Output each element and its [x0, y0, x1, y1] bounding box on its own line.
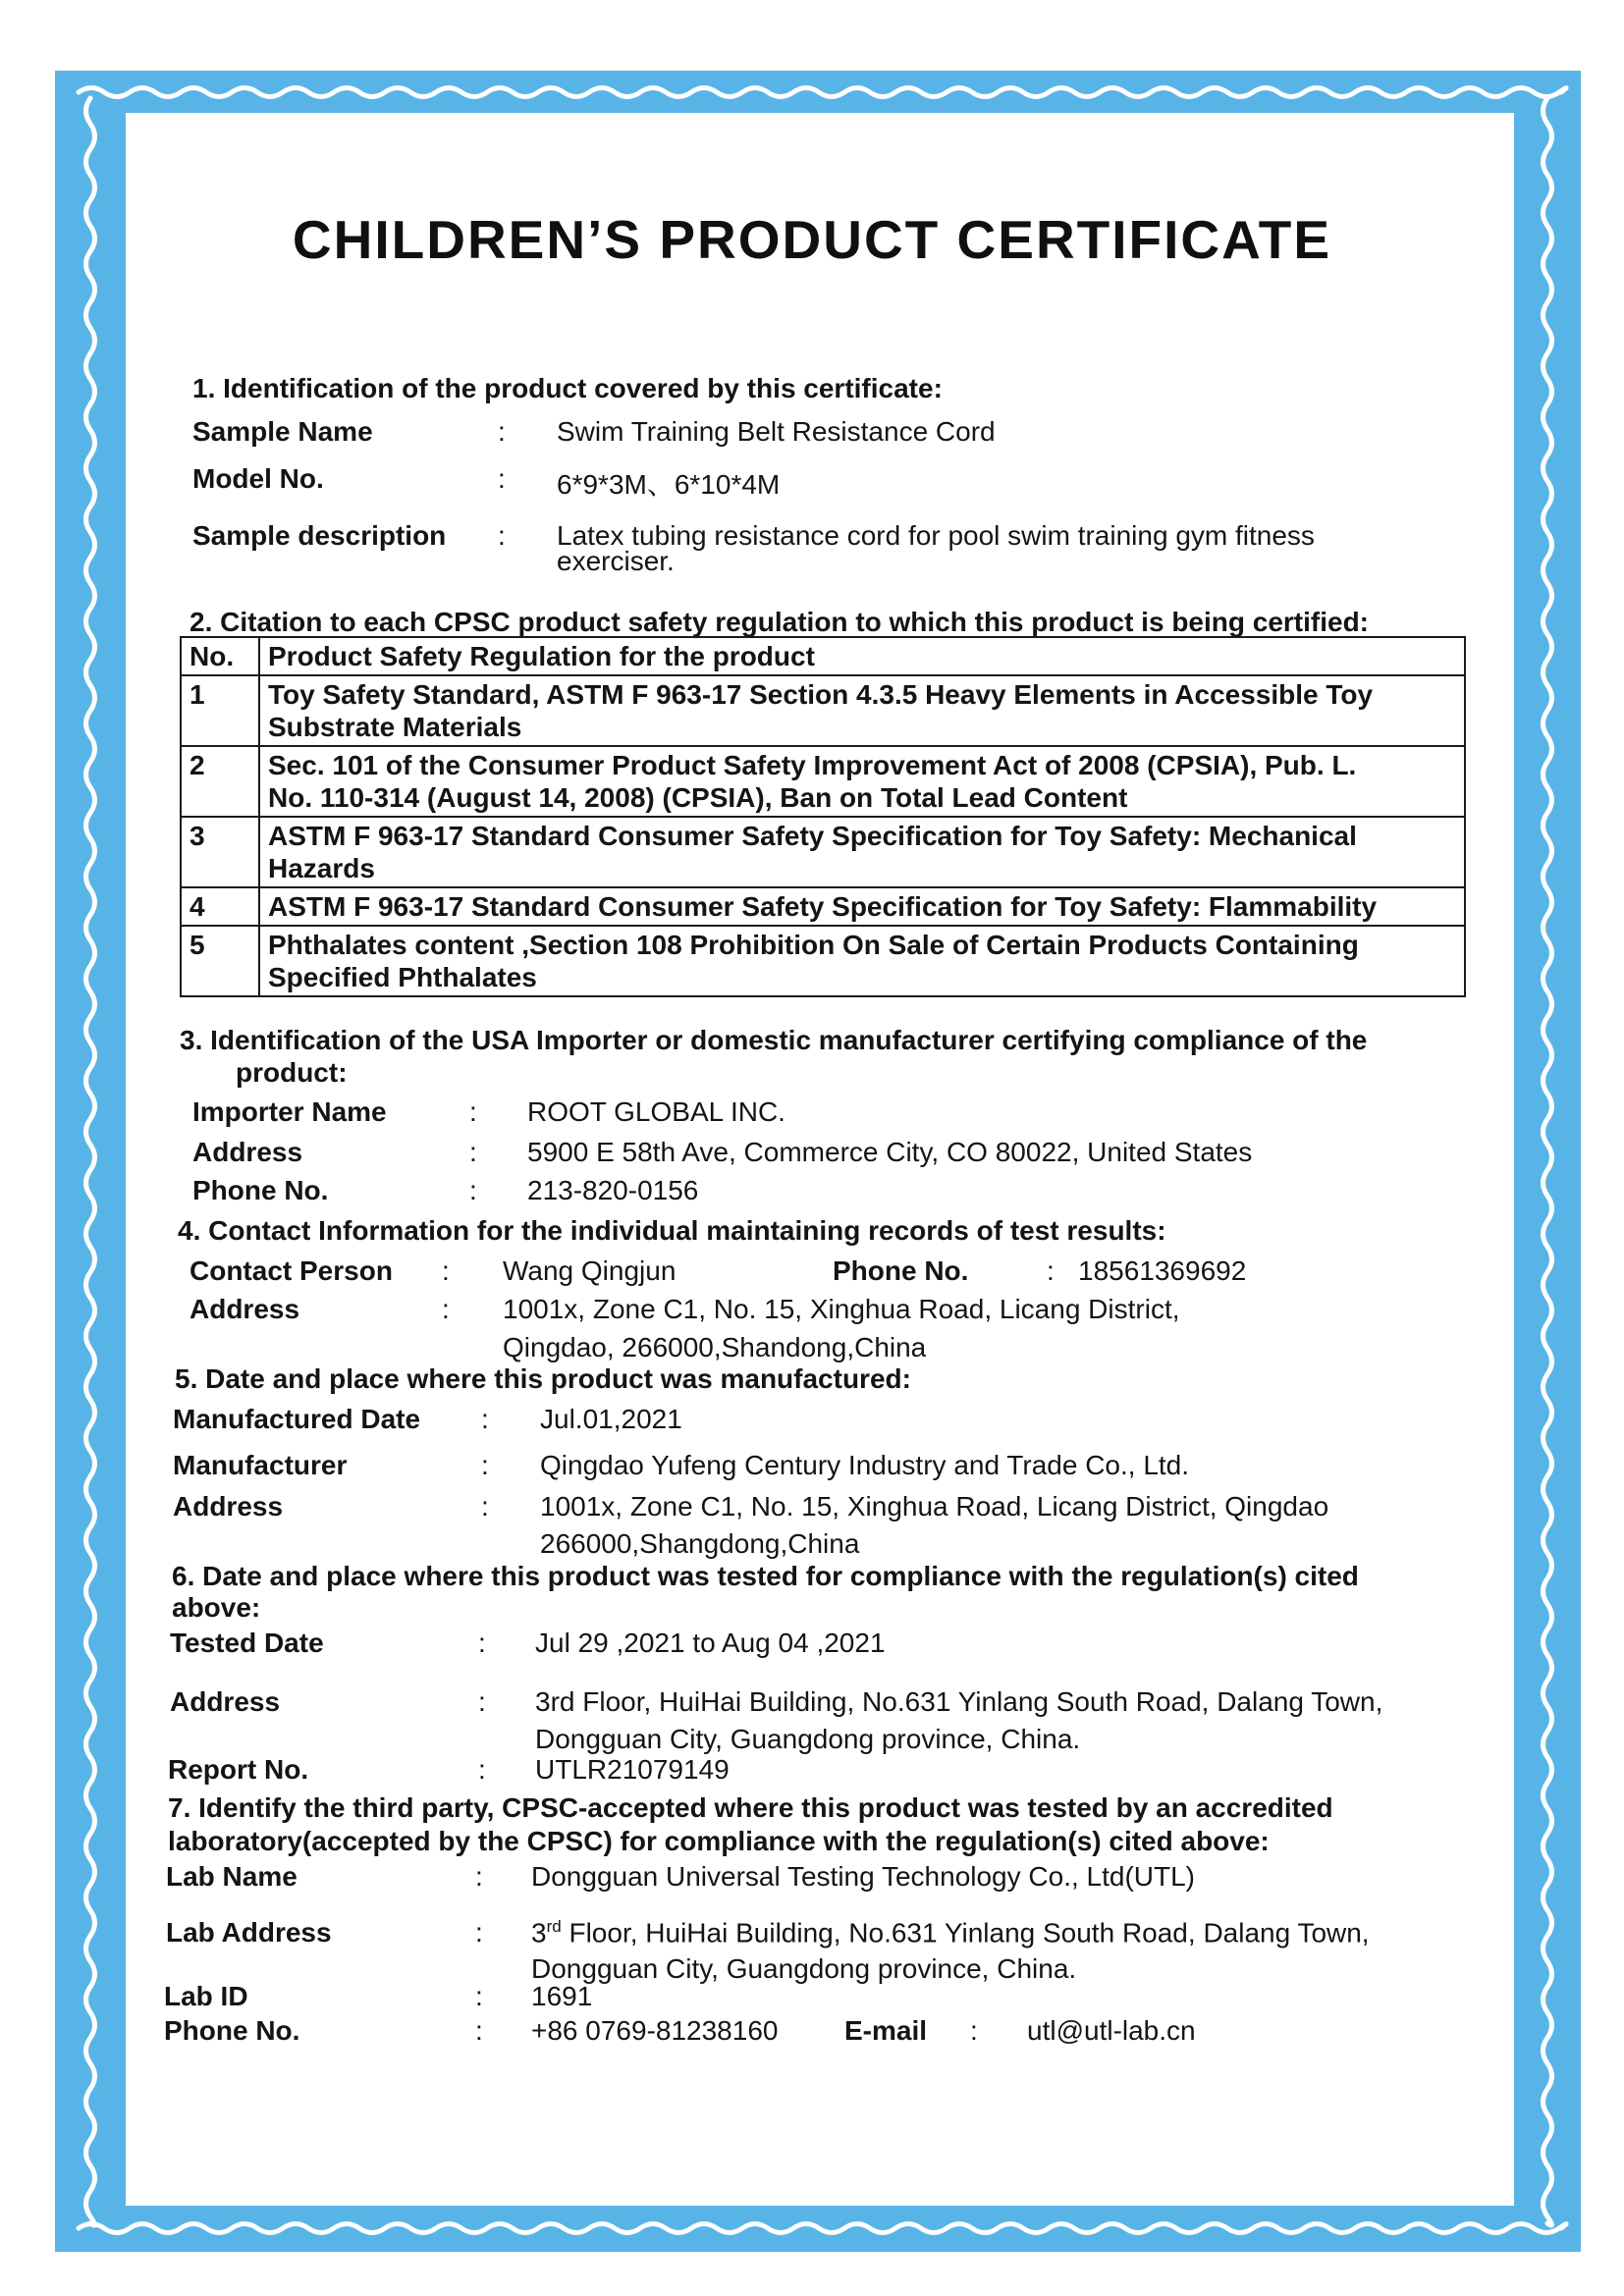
lab-address-line2: Dongguan City, Guangdong province, China. [531, 1953, 1077, 1984]
sample-description-label: Sample description [192, 520, 447, 551]
colon: : [442, 1255, 450, 1286]
regulation-line: Specified Phthalates [268, 962, 537, 992]
row-number: 3 [181, 817, 259, 887]
colon: : [481, 1404, 489, 1434]
manufacturer-address-line1: 1001x, Zone C1, No. 15, Xinghua Road, Licang District, Qingdao [540, 1491, 1329, 1522]
colon: : [478, 1686, 486, 1717]
test-address-label: Address [170, 1686, 281, 1717]
section-5-heading: 5. Date and place where this product was manufactured: [175, 1363, 911, 1394]
colon: : [469, 1137, 477, 1167]
lab-phone-label: Phone No. [164, 2015, 300, 2046]
colon: : [475, 1861, 483, 1892]
importer-phone-value: 213-820-0156 [527, 1175, 699, 1205]
table-row [181, 926, 1465, 996]
colon: : [1047, 1255, 1055, 1286]
table-row [181, 746, 1465, 817]
report-no-value: UTLR21079149 [535, 1754, 730, 1785]
importer-name-value: ROOT GLOBAL INC. [527, 1096, 785, 1127]
colon: : [469, 1175, 477, 1205]
section-7-heading-line2: laboratory(accepted by the CPSC) for compliance with the regulation(s) cited above: [168, 1826, 1270, 1856]
contact-phone-label: Phone No. [833, 1255, 969, 1286]
section-6-heading-line2: above: [172, 1592, 261, 1623]
manufactured-date-value: Jul.01,2021 [540, 1404, 682, 1434]
section-3-heading-line1: 3. Identification of the USA Importer or domestic manufacturer certifying compliance of the [180, 1025, 1368, 1055]
colon: : [442, 1294, 450, 1324]
importer-name-label: Importer Name [192, 1096, 387, 1127]
lab-phone-value: +86 0769-81238160 [531, 2015, 779, 2046]
importer-address-value: 5900 E 58th Ave, Commerce City, CO 80022, United States [527, 1137, 1253, 1167]
tested-date-value: Jul 29 ,2021 to Aug 04 ,2021 [535, 1628, 886, 1658]
regulation-line: Substrate Materials [268, 712, 522, 742]
table-row [181, 817, 1465, 887]
importer-address-label: Address [192, 1137, 303, 1167]
regulation-line: Hazards [268, 853, 375, 883]
table-header-row [181, 637, 1465, 675]
section-3-heading-line2: product: [236, 1057, 348, 1088]
model-value: 6*9*3M、6*10*4M [557, 469, 781, 500]
regulation-line: Phthalates content ,Section 108 Prohibition On Sale of Certain Products Containing [268, 930, 1359, 960]
contact-address-label: Address [189, 1294, 300, 1324]
tested-date-label: Tested Date [170, 1628, 324, 1658]
colon: : [475, 1917, 483, 1948]
regulation-line: No. 110-314 (August 14, 2008) (CPSIA), Ban on Total Lead Content [268, 782, 1128, 813]
manufacturer-address-label: Address [173, 1491, 284, 1522]
lab-name-label: Lab Name [166, 1861, 298, 1892]
colon: : [970, 2015, 978, 2046]
sample-name-value: Swim Training Belt Resistance Cord [557, 416, 996, 447]
table-row [181, 887, 1465, 926]
manufactured-date-label: Manufactured Date [173, 1404, 421, 1434]
row-number: 4 [181, 887, 259, 926]
lab-name-value: Dongguan Universal Testing Technology Co., Ltd(UTL) [531, 1861, 1196, 1892]
colon: : [481, 1450, 489, 1480]
contact-address-line2: Qingdao, 266000,Shandong,China [503, 1332, 927, 1362]
colon: : [481, 1491, 489, 1522]
section-6-heading-line1: 6. Date and place where this product was tested for compliance with the regulation(s) cited [172, 1561, 1359, 1591]
lab-id-label: Lab ID [164, 1981, 248, 2011]
header-regulation: Product Safety Regulation for the product [259, 637, 1465, 675]
colon: : [469, 1096, 477, 1127]
section-2-heading: 2. Citation to each CPSC product safety regulation to which this product is being certified: [189, 607, 1370, 637]
manufacturer-value: Qingdao Yufeng Century Industry and Trade Co., Ltd. [540, 1450, 1190, 1480]
row-regulation [259, 675, 1465, 746]
colon: : [498, 416, 506, 447]
model-label: Model No. [192, 463, 324, 494]
colon: : [498, 520, 506, 551]
test-address-line1: 3rd Floor, HuiHai Building, No.631 Yinlang South Road, Dalang Town, [535, 1686, 1383, 1717]
colon: : [478, 1628, 486, 1658]
contact-phone-value: 18561369692 [1078, 1255, 1247, 1286]
colon: : [475, 1981, 483, 2011]
section-1-heading: 1. Identification of the product covered by this certificate: [192, 373, 943, 403]
row-number: 2 [181, 746, 259, 817]
row-number: 5 [181, 926, 259, 996]
sample-description-line2: exerciser. [557, 546, 675, 576]
lab-email-label: E-mail [844, 2015, 928, 2046]
table-row [181, 675, 1465, 746]
row-number: 1 [181, 675, 259, 746]
lab-address-floor-number: 3 [531, 1917, 547, 1949]
lab-address-floor-suffix: rd [546, 1917, 562, 1936]
row-regulation [259, 887, 1465, 926]
lab-address-rest: Floor, HuiHai Building, No.631 Yinlang South Road, Dalang Town, [561, 1917, 1370, 1949]
row-regulation [259, 746, 1465, 817]
importer-phone-label: Phone No. [192, 1175, 329, 1205]
regulation-line: Toy Safety Standard, ASTM F 963-17 Section 4.3.5 Heavy Elements in Accessible Toy [268, 679, 1374, 710]
lab-address-line1 [531, 1917, 1370, 1949]
contact-person-label: Contact Person [189, 1255, 393, 1286]
lab-id-value: 1691 [531, 1981, 593, 2011]
certificate-title: CHILDREN’S PRODUCT CERTIFICATE [292, 209, 1332, 270]
contact-person-value: Wang Qingjun [503, 1255, 677, 1286]
lab-email-value: utl@utl-lab.cn [1027, 2015, 1196, 2046]
colon: : [498, 463, 506, 494]
regulations-table [180, 636, 1466, 997]
regulation-line: Sec. 101 of the Consumer Product Safety Improvement Act of 2008 (CPSIA), Pub. L. [268, 750, 1357, 780]
colon: : [475, 2015, 483, 2046]
contact-address-line1: 1001x, Zone C1, No. 15, Xinghua Road, Licang District, [503, 1294, 1180, 1324]
header-no: No. [181, 637, 259, 675]
sample-name-label: Sample Name [192, 416, 373, 447]
manufacturer-address-line2: 266000,Shangdong,China [540, 1528, 860, 1559]
colon: : [478, 1754, 486, 1785]
row-regulation [259, 817, 1465, 887]
lab-address-label: Lab Address [166, 1917, 332, 1948]
sample-description-line1: Latex tubing resistance cord for pool swim training gym fitness [557, 520, 1315, 551]
manufacturer-label: Manufacturer [173, 1450, 348, 1480]
section-7-heading-line1: 7. Identify the third party, CPSC-accepted where this product was tested by an accredited [168, 1792, 1333, 1823]
report-no-label: Report No. [168, 1754, 309, 1785]
section-4-heading: 4. Contact Information for the individual maintaining records of test results: [178, 1215, 1166, 1246]
regulation-line: ASTM F 963-17 Standard Consumer Safety Specification for Toy Safety: Mechanical [268, 821, 1357, 851]
row-regulation [259, 926, 1465, 996]
regulation-line: ASTM F 963-17 Standard Consumer Safety Specification for Toy Safety: Flammability [268, 891, 1378, 922]
test-address-line2: Dongguan City, Guangdong province, China. [535, 1724, 1081, 1754]
